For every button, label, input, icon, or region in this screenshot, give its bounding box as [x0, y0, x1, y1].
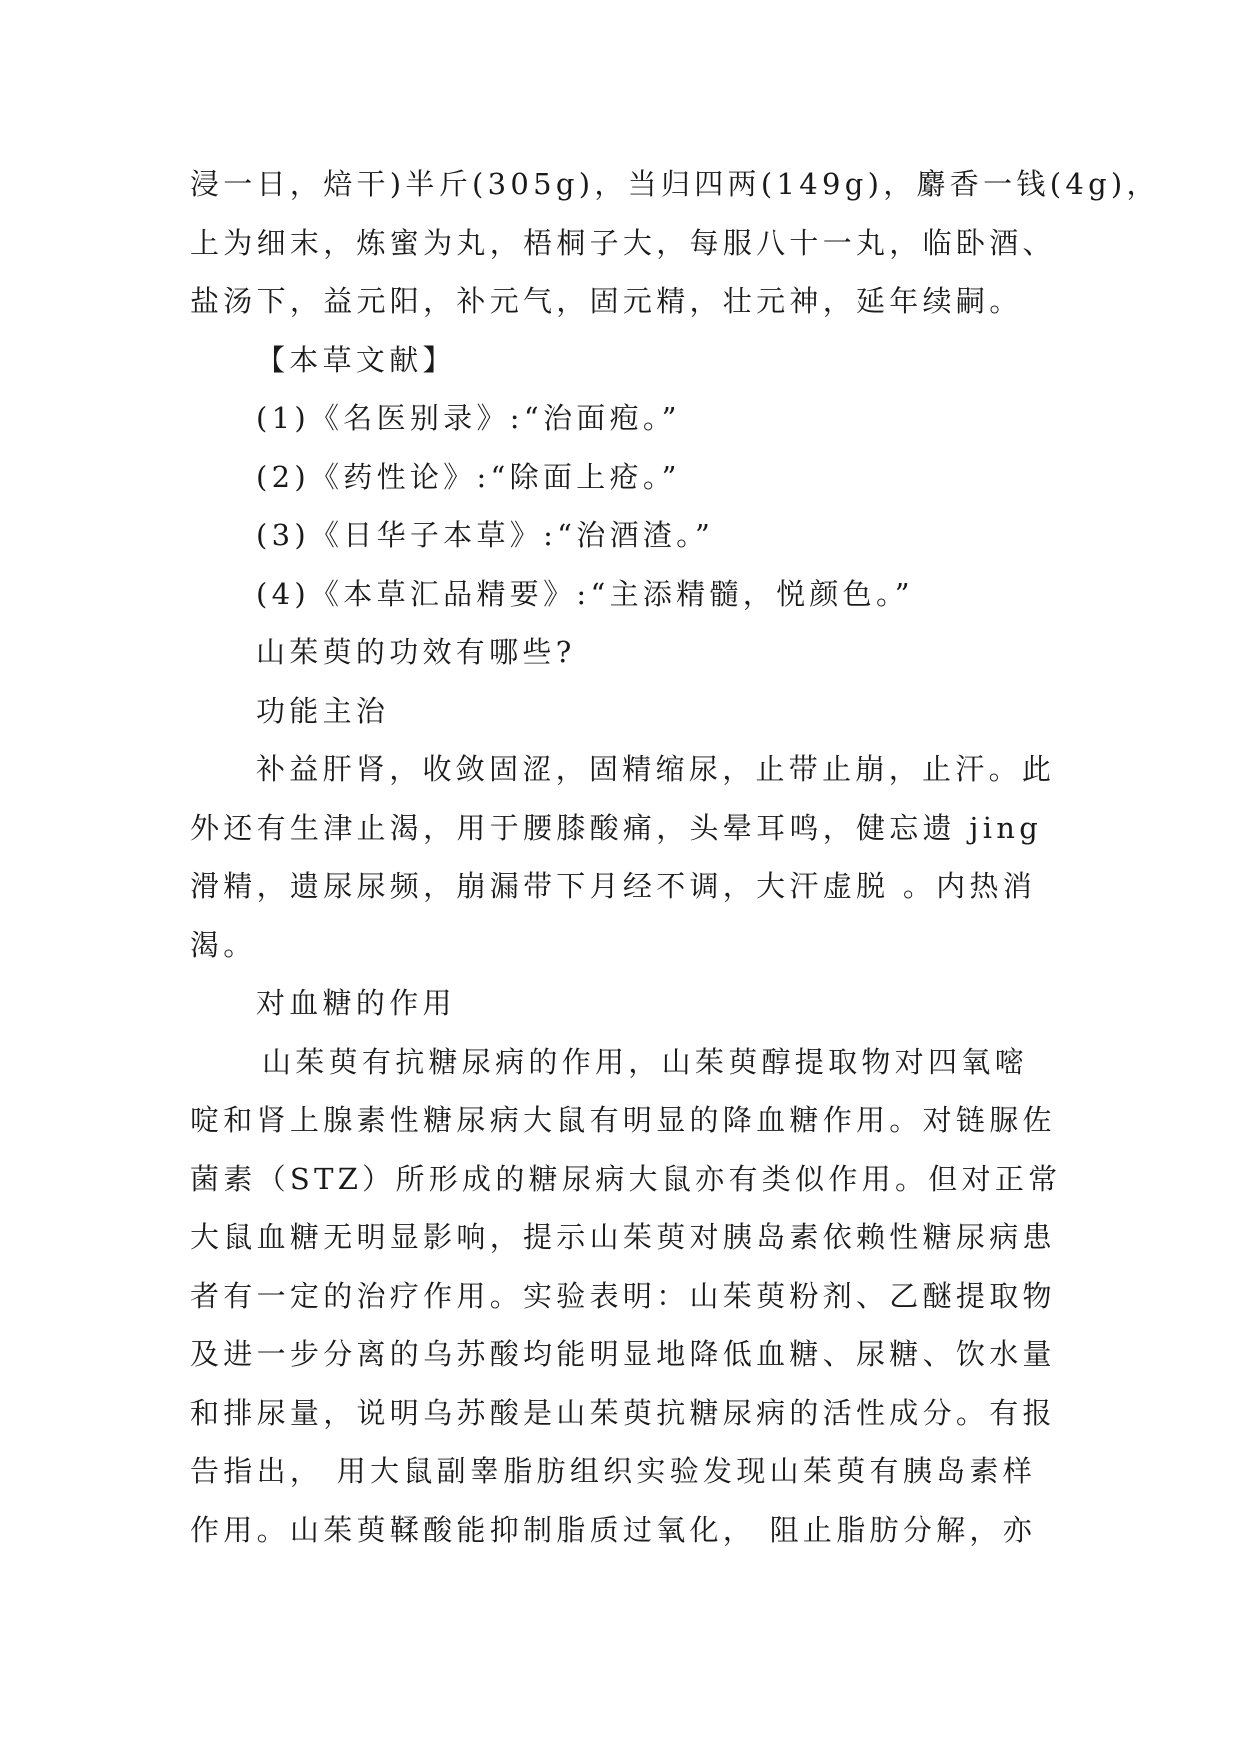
section-heading-functions: 功能主治 — [256, 693, 390, 728]
text-line-blood-sugar-1: 山茱萸有抗糖尿病的作用，山茱萸醇提取物对四氧嘧 — [262, 1044, 1028, 1079]
literature-item-3: (3)《日华子本草》:“治酒渣。” — [256, 518, 715, 552]
text-line-blood-sugar-8: 告指出， 用大鼠副睾脂肪组织实验发现山茱萸有胰岛素样 — [190, 1454, 1037, 1488]
text-line-blood-sugar-4: 大鼠血糖无明显影响，提示山茱萸对胰岛素依赖性糖尿病患 — [190, 1220, 1056, 1254]
section-heading-blood-sugar: 对血糖的作用 — [256, 986, 456, 1020]
text-line-1: 浸一日，焙干)半斤(305g)，当归四两(149g)，麝香一钱(4g)， — [190, 167, 1160, 201]
text-line-3: 盐汤下，益元阳，补元气，固元精，壮元神，延年续嗣。 — [190, 284, 1023, 318]
text-line-blood-sugar-7: 和排尿量，说明乌苏酸是山茱萸抗糖尿病的活性成分。有报 — [190, 1395, 1056, 1430]
text-line-functions-4: 渴。 — [190, 927, 257, 962]
question-heading: 山茱萸的功效有哪些? — [256, 635, 576, 669]
text-line-blood-sugar-3: 菌素（STZ）所形成的糖尿病大鼠亦有类似作用。但对正常 — [190, 1161, 1062, 1196]
text-line-blood-sugar-5: 者有一定的治疗作用。实验表明：山茱萸粉剂、乙醚提取物 — [190, 1278, 1056, 1313]
literature-item-4: (4)《本草汇品精要》:“主添精髓，悦颜色。” — [256, 576, 914, 611]
document-page — [190, 155, 1160, 1559]
section-heading-literature: 【本草文献】 — [256, 342, 456, 377]
literature-item-2: (2)《药性论》:“除面上疮。” — [256, 459, 681, 494]
text-line-functions-1: 补益肝肾，收敛固涩，固精缩尿，止带止崩，止汗。此 — [256, 752, 1056, 786]
text-line-2: 上为细末，炼蜜为丸，梧桐子大，每服八十一丸，临卧酒、 — [190, 225, 1056, 260]
text-line-functions-2: 外还有生津止渴，用于腰膝酸痛，头晕耳鸣，健忘遗 jing — [190, 810, 1043, 845]
text-line-functions-3: 滑精，遗尿尿频，崩漏带下月经不调，大汗虚脱 。内热消 — [190, 869, 1037, 903]
literature-item-1: (1)《名医别录》:“治面疱。” — [256, 401, 681, 435]
text-line-blood-sugar-6: 及进一步分离的乌苏酸均能明显地降低血糖、尿糖、饮水量 — [190, 1337, 1056, 1371]
text-line-blood-sugar-9: 作用。山茱萸鞣酸能抑制脂质过氧化， 阻止脂肪分解，亦 — [190, 1512, 1037, 1547]
text-line-blood-sugar-2: 啶和肾上腺素性糖尿病大鼠有明显的降血糖作用。对链脲佐 — [190, 1103, 1056, 1137]
